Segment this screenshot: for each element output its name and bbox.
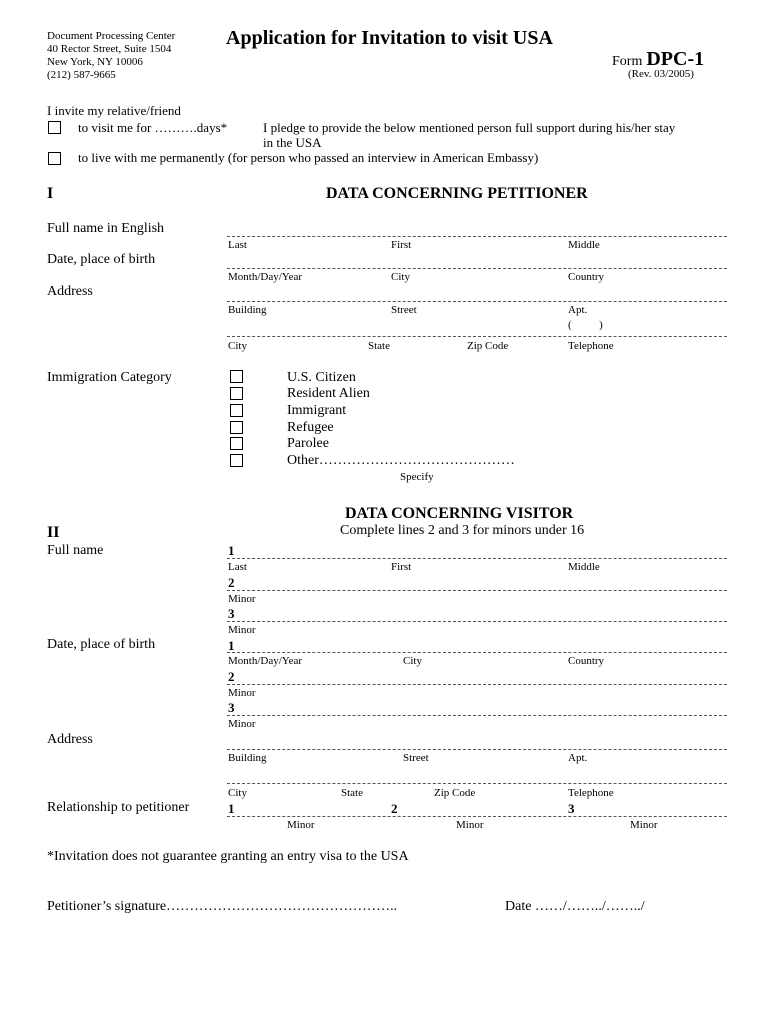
category-us-citizen: U.S. Citizen — [287, 370, 356, 385]
center-address-2: New York, NY 10006 — [47, 56, 143, 68]
section-1-number: I — [47, 185, 54, 202]
visitor-label-building: Building — [228, 752, 267, 764]
label-building: Building — [228, 304, 267, 316]
center-address-1: 40 Rector Street, Suite 1504 — [47, 43, 172, 55]
visitor-label-apt: Apt. — [568, 752, 588, 764]
visitor-dob-line-2[interactable] — [227, 684, 727, 685]
visitor-address-line-1[interactable] — [227, 749, 727, 750]
invite-intro: I invite my relative/friend — [47, 103, 181, 118]
visitor-dob-num-3: 3 — [228, 700, 235, 715]
visitor-name-num-2: 2 — [228, 575, 235, 590]
form-prefix: Form — [612, 54, 643, 69]
footnote: *Invitation does not guarantee granting an entry visa to the USA — [47, 849, 409, 864]
visitor-name-minor-3: Minor — [228, 624, 256, 636]
center-phone: (212) 587-9665 — [47, 69, 116, 81]
checkbox-immigrant[interactable] — [230, 404, 243, 417]
visitor-name-line-2[interactable] — [227, 590, 727, 591]
pledge-line-2: in the USA — [263, 135, 322, 150]
visitor-label-city: City — [403, 655, 422, 667]
visitor-name-label: Full name — [47, 543, 104, 558]
visitor-dob-minor-3: Minor — [228, 718, 256, 730]
visitor-dob-line-3[interactable] — [227, 715, 727, 716]
visitor-label-mdy: Month/Day/Year — [228, 655, 303, 667]
relationship-minor-1: Minor — [287, 819, 315, 831]
petitioner-address-line-2[interactable] — [227, 336, 727, 337]
petitioner-name-label: Full name in English — [47, 221, 165, 236]
relationship-num-1: 1 — [228, 801, 235, 816]
date-line[interactable]: Date ……/……../……../ — [505, 899, 645, 914]
category-refugee: Refugee — [287, 420, 334, 435]
visit-checkbox[interactable] — [48, 121, 61, 134]
category-immigrant: Immigrant — [287, 403, 347, 418]
visitor-label-middle: Middle — [568, 561, 600, 573]
category-resident-alien: Resident Alien — [287, 386, 370, 401]
label-first: First — [391, 239, 412, 251]
visitor-label-city-2: City — [228, 787, 247, 799]
checkbox-parolee[interactable] — [230, 437, 243, 450]
visitor-name-line-3[interactable] — [227, 621, 727, 622]
label-country: Country — [568, 271, 605, 283]
label-city: City — [391, 271, 410, 283]
center-name: Document Processing Center — [47, 30, 176, 42]
petitioner-address-label: Address — [47, 284, 93, 299]
pledge-line-1: I pledge to provide the below mentioned person full support during his/her stay — [263, 120, 676, 135]
visitor-label-first: First — [391, 561, 412, 573]
label-apt: Apt. — [568, 304, 588, 316]
visitor-label-state: State — [341, 787, 363, 799]
section-1-title: DATA CONCERNING PETITIONER — [326, 185, 588, 202]
label-mdy: Month/Day/Year — [228, 271, 303, 283]
visit-option-label: to visit me for ……….days* — [78, 120, 228, 135]
form-revision: (Rev. 03/2005) — [628, 68, 694, 80]
checkbox-us-citizen[interactable] — [230, 370, 243, 383]
petitioner-dob-label: Date, place of birth — [47, 252, 156, 267]
relationship-label: Relationship to petitioner — [47, 800, 190, 815]
visitor-dob-num-2: 2 — [228, 669, 235, 684]
relationship-num-3: 3 — [568, 801, 575, 816]
signature-line[interactable]: Petitioner’s signature………………………………………….. — [47, 899, 398, 914]
live-permanently-label: to live with me permanently (for person who passed an interview in American Embassy) — [78, 150, 539, 165]
label-zip: Zip Code — [467, 340, 509, 352]
checkbox-other[interactable] — [230, 454, 243, 467]
visitor-dob-num-1: 1 — [228, 638, 235, 653]
label-specify: Specify — [400, 471, 434, 483]
visitor-label-zip: Zip Code — [434, 787, 476, 799]
label-telephone: Telephone — [568, 340, 614, 352]
phone-area-code: ( ) — [568, 319, 603, 331]
section-2-subtitle: Complete lines 2 and 3 for minors under 16 — [340, 523, 585, 538]
visitor-name-line-1[interactable] — [227, 558, 727, 559]
category-other[interactable]: Other…………………………………… — [287, 453, 515, 468]
relationship-num-2: 2 — [391, 801, 398, 816]
visitor-name-minor-2: Minor — [228, 593, 256, 605]
label-middle: Middle — [568, 239, 600, 251]
visitor-address-label: Address — [47, 732, 93, 747]
visitor-label-street: Street — [403, 752, 429, 764]
checkbox-resident-alien[interactable] — [230, 387, 243, 400]
visitor-label-country: Country — [568, 655, 605, 667]
petitioner-dob-line[interactable] — [227, 268, 727, 269]
checkbox-refugee[interactable] — [230, 421, 243, 434]
visitor-label-telephone: Telephone — [568, 787, 614, 799]
visitor-dob-line-1[interactable] — [227, 652, 727, 653]
page-title: Application for Invitation to visit USA — [226, 27, 553, 49]
label-last: Last — [228, 239, 247, 251]
relationship-line[interactable] — [227, 816, 727, 817]
section-2-title: DATA CONCERNING VISITOR — [345, 505, 574, 522]
label-street: Street — [391, 304, 417, 316]
relationship-minor-2: Minor — [456, 819, 484, 831]
immigration-category-label: Immigration Category — [47, 370, 172, 385]
visitor-dob-label: Date, place of birth — [47, 637, 156, 652]
relationship-minor-3: Minor — [630, 819, 658, 831]
category-parolee: Parolee — [287, 436, 329, 451]
form-code: DPC-1 — [646, 48, 705, 70]
label-state: State — [368, 340, 390, 352]
visitor-name-num-3: 3 — [228, 606, 235, 621]
visitor-name-num-1: 1 — [228, 543, 235, 558]
visitor-address-line-2[interactable] — [227, 783, 727, 784]
live-permanently-checkbox[interactable] — [48, 152, 61, 165]
section-2-number: II — [47, 524, 60, 541]
visitor-label-last: Last — [228, 561, 247, 573]
visitor-dob-minor-2: Minor — [228, 687, 256, 699]
label-city-2: City — [228, 340, 247, 352]
petitioner-address-line-1[interactable] — [227, 301, 727, 302]
petitioner-name-line[interactable] — [227, 236, 727, 237]
